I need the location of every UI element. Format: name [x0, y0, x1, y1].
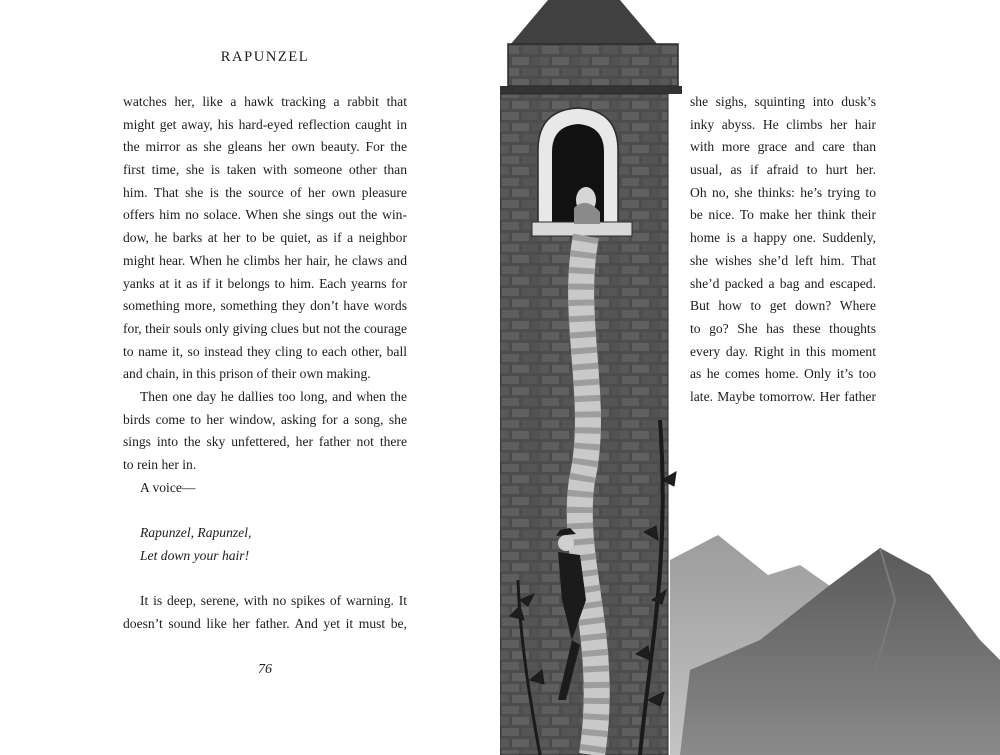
text-line: she wishes she’d left him. That — [690, 252, 876, 268]
stanza-gap — [123, 567, 407, 590]
text-line: offers him no solace. When she sings out the win- — [123, 207, 407, 223]
tower-roof — [510, 0, 658, 45]
right-body-text — [690, 91, 876, 409]
text-line: as he comes home. Only it’s too — [690, 366, 876, 382]
text-line: dow, he barks at her to be quiet, as if a neighbor — [123, 230, 407, 246]
text-line: sings into the sky unfettered, her father not there — [123, 434, 407, 450]
verse-line: Let down your hair! — [140, 547, 250, 563]
left-body-text — [123, 91, 407, 636]
text-line: him. That she is the source of her own pleasure — [123, 184, 407, 200]
text-line: late. Maybe tomorrow. Her father — [690, 388, 876, 404]
text-line: with more grace and care than — [690, 139, 876, 155]
text-line: yanks at it as if it belongs to him. Each yearns for — [123, 275, 407, 291]
text-line: might hear. When he climbs her hair, he claws and — [123, 252, 407, 268]
text-line: might get away, his hard-eyed reflection caught in — [123, 116, 407, 132]
text-line: usual, as if afraid to hurt her. — [690, 162, 876, 178]
page-number: 76 — [258, 662, 272, 677]
text-line: to name it, so instead they cling to each other, ball — [123, 343, 407, 359]
text-line: A voice— — [140, 479, 196, 495]
text-line: Oh no, she thinks: he’s trying to — [690, 184, 876, 200]
tower-parapet — [508, 44, 678, 86]
running-head: RAPUNZEL — [220, 49, 310, 65]
text-line: watches her, like a hawk tracking a rabbit that — [123, 94, 407, 109]
text-line: every day. Right in this moment — [690, 343, 876, 359]
stanza-gap — [123, 499, 407, 522]
text-line: she sighs, squinting into dusk’s — [690, 94, 876, 109]
mountains — [670, 535, 1000, 755]
text-line: Then one day he dallies too long, and when the — [140, 388, 407, 404]
right-page — [500, 0, 1000, 755]
text-line: doesn’t sound like her father. And yet it must be, — [123, 615, 407, 631]
text-line: It is deep, serene, with no spikes of warning. It — [140, 593, 407, 609]
text-line: the mirror as she gleans her own beauty. For the — [123, 139, 407, 155]
text-line: be nice. To make her think their — [690, 207, 876, 223]
text-line: something more, something they don’t have words — [123, 298, 407, 314]
text-line: home is a happy one. Suddenly, — [690, 230, 876, 246]
text-line: But how to get down? Where — [690, 298, 876, 314]
text-line: for, their souls only giving clues but not the courage — [123, 320, 407, 336]
text-line: first time, she is taken with someone other than — [123, 162, 407, 178]
text-line: to go? She has these thoughts — [690, 320, 876, 336]
text-line: and chain, in this prison of their own making. — [123, 366, 371, 382]
verse-line: Rapunzel, Rapunzel, — [140, 525, 252, 541]
text-line: inky abyss. He climbs her hair — [690, 116, 876, 132]
text-line: she’d packed a bag and escaped. — [690, 275, 876, 291]
text-line: birds come to her window, asking for a song, she — [123, 411, 407, 427]
text-line: to rein her in. — [123, 457, 197, 472]
